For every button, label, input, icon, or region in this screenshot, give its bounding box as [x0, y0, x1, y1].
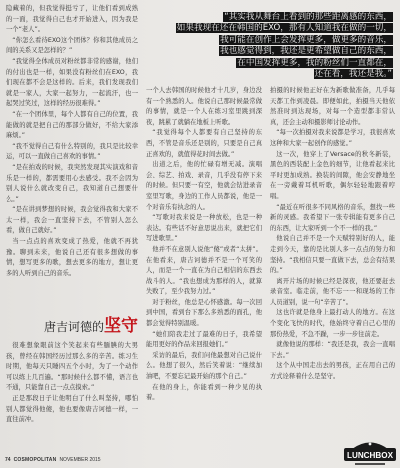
body-paragraph: 出道之后，他的忙碌有增无减。演唱会、综艺、拍戏、录音，几乎没有停下来的时候。但只要一有空，他就会钻进录音室里写歌，身边的工作人员都说，他是一个对音乐有执念的人。	[146, 161, 262, 211]
page-number: 74	[5, 457, 11, 463]
pull-quote-row	[158, 32, 393, 43]
pull-quote-row	[158, 66, 393, 77]
middle-column	[146, 86, 262, 444]
lunchbox-logo	[343, 437, 397, 467]
logo-wordmark: LUNCHBOX	[347, 450, 394, 460]
body-paragraph: 拍摄的时候他正好在为新歌做准备，几乎每天都工作到凌晨。即便如此，拍摄当天他依然准时到达现场，对每一个造型都非常认真，还会主动和摄影师讨论动作。	[270, 87, 395, 126]
body-paragraph: 就像他说的那样：“我还是我，我会一直唱下去。”	[270, 341, 395, 359]
body-paragraph: “你怎么看待EXO这个团体？你和其他成员之间的关系又是怎样的？”	[6, 36, 138, 55]
body-paragraph: 在他的身上，你能看到一种少见的执着。	[146, 383, 262, 402]
section-heading-main: 唐吉诃德的	[43, 320, 104, 334]
body-paragraph: “是在讲到梦想的时候，我会觉得我和大家不太一样，我会一直坚持下去，不管别人怎么看，做自己就好。”	[6, 206, 138, 235]
right-column	[270, 86, 395, 434]
body-paragraph: 采访的最后，我们问他最想对自己说什么。他想了很久，然后笑着说：“继续加油吧，不要忘记最开始的那个自己。”	[146, 351, 262, 381]
body-paragraph: 很难想象眼前这个笑起来有些腼腆的大男孩，曾经在韩国经历过那么多的辛苦。练习生时期，他每天只睡四五个小时，为了一个动作可以练上几百遍。“那时候什么都不懂，语言也不通，只能靠自己一点点摸索。”	[6, 342, 138, 392]
pull-quote-row	[158, 43, 393, 57]
body-paragraph: “我觉得全体成员对粉丝都非常的感谢，他们的付出也是一样，如果没有粉丝们在EXO，我们现在都不会是这样的。后来，我们发现我们就是一家人，大家一起努力，一起流汗，也一起哭过笑过，这样的经历很难得。”	[6, 57, 138, 108]
left-column-top	[6, 4, 138, 302]
magazine-name: COSMOPOLITAN	[13, 457, 57, 463]
body-paragraph: 当一点点的喜欢变成了热爱，他就不再犹豫。聊到未来，他说自己还有很多想做的事情，想写更多的歌，想去更多的地方，想让更多的人听到自己的音乐。	[6, 238, 138, 277]
body-paragraph: 这一次，他穿上了Versace的秋冬新装，黑色的西装配上金色的细节，让他看起来比平时更加成熟。换装的间隙，他会安静地坐在一旁戴着耳机听歌，偶尔轻轻地跟着哼唱。	[270, 150, 395, 200]
pull-quote-line: 我也感觉得到，我还是更希望做自己的东西，	[220, 46, 392, 57]
lunchbox-logo-icon	[343, 437, 397, 467]
body-paragraph: “我觉得每个人都要有自己坚持的东西，不管是音乐还是别的，只要是自己真正喜欢的，就值得花时间去做。”	[146, 129, 262, 158]
pull-quote-line: “其实我从舞台上看到的那些距离感的东西，	[224, 12, 392, 22]
left-column-bottom	[6, 341, 138, 455]
body-paragraph: 他并不在意别人说他“傻”或者“太拼”。在他看来，唐吉诃德并不是一个可笑的人，而是一个一直在为自己相信的东西去战斗的人。“我也想成为那样的人，就算失败了，至少我努力过。”	[146, 245, 262, 296]
body-paragraph: 这也许就是他身上最打动人的地方。在这个变化飞快的时代，他始终守着自己心里的那份热爱，不急不躁，一步一步往前走。	[270, 309, 395, 338]
section-heading-accent: 坚守	[104, 316, 138, 336]
pull-quote-line: 如果我现在还在韩国的EXO，那有人知道我在做的一切，	[176, 23, 392, 34]
section-heading	[6, 311, 138, 337]
body-paragraph: “每一次拍摄对我来说都是学习，我很喜欢这种和大家一起创作的感觉。”	[270, 129, 395, 147]
body-paragraph: “写歌对我来说是一种放松，也是一种表达。有些话不好意思说出来，就把它们写进歌里。”	[146, 214, 262, 243]
body-paragraph: “是在拍戏的时候，我突然发现其实演戏和音乐是一样的，都需要用心去感受。我不会因为别人说什么就改变自己，我知道自己想要什么。”	[6, 163, 138, 203]
pull-quote-row	[158, 9, 393, 20]
body-paragraph: “在一个团体里，每个人都有自己的位置，我能做的就是把自己的那部分做好，不给大家添麻烦。”	[6, 110, 138, 140]
body-paragraph: “最近在听很多不同风格的音乐，想找一些新的灵感。我希望下一张专辑能有更多自己的东西，让大家听到一个不一样的我。”	[270, 203, 395, 232]
body-paragraph: 离开片场的时候已经是深夜，他还要赶去录音室。临走前，他不忘一一和现场的工作人员道别，说一句“辛苦了”。	[270, 277, 395, 306]
logo-dot	[369, 443, 372, 446]
body-paragraph: 他说自己并不是一个天赋特别好的人，能走到今天，靠的是比别人多一点点的努力和坚持。“我相信只要一直做下去，总会有结果的。”	[270, 235, 395, 275]
body-paragraph: 这个从中国走出去的男孩，正在用自己的方式诠释着什么是坚守。	[270, 362, 395, 381]
pull-quote-row	[158, 20, 393, 34]
pull-quote-row	[158, 55, 393, 66]
issue-date: NOVEMBER 2015	[59, 457, 101, 463]
page-footer	[5, 456, 101, 465]
body-paragraph: “我不觉得自己有什么特别的，我只是比较幸运，可以一直做自己喜欢的事情。”	[6, 142, 138, 161]
body-paragraph: 正是那段日子让他明白了什么叫坚持，哪怕别人都觉得他傻，他也要像唐吉诃德一样，一直往前冲。	[6, 394, 138, 424]
pull-quote-line: 我可能在创作上会发挥更多，做更多的音乐，	[220, 34, 392, 45]
body-paragraph: “她们陪我走过了最难的日子，我希望能用更好的作品来回报她们。”	[146, 330, 262, 349]
pull-quote	[158, 9, 393, 81]
pull-quote-line: 还在看，我还是我。”	[314, 68, 392, 79]
body-paragraph: 隐藏着的，但我觉得挺亏了，让他们看到成熟的一面，我觉得自己也才开始进入，因为我是一个“老人”。	[6, 5, 138, 34]
body-paragraph: 一个人去韩国的时候他才十几岁，身边没有一个熟悉的人。他说自己那时候最常做的事情，就是一个人在练习室里跳到深夜，跳累了就躺在地板上听歌。	[146, 87, 262, 126]
body-paragraph: 对于粉丝，他总是心怀感激。每一次回到中国，看到台下那么多熟悉的面孔，他都会觉得特别温暖。	[146, 298, 262, 328]
pull-quote-line: 在中国发挥更多，我的粉丝们一直都在，	[237, 57, 392, 68]
